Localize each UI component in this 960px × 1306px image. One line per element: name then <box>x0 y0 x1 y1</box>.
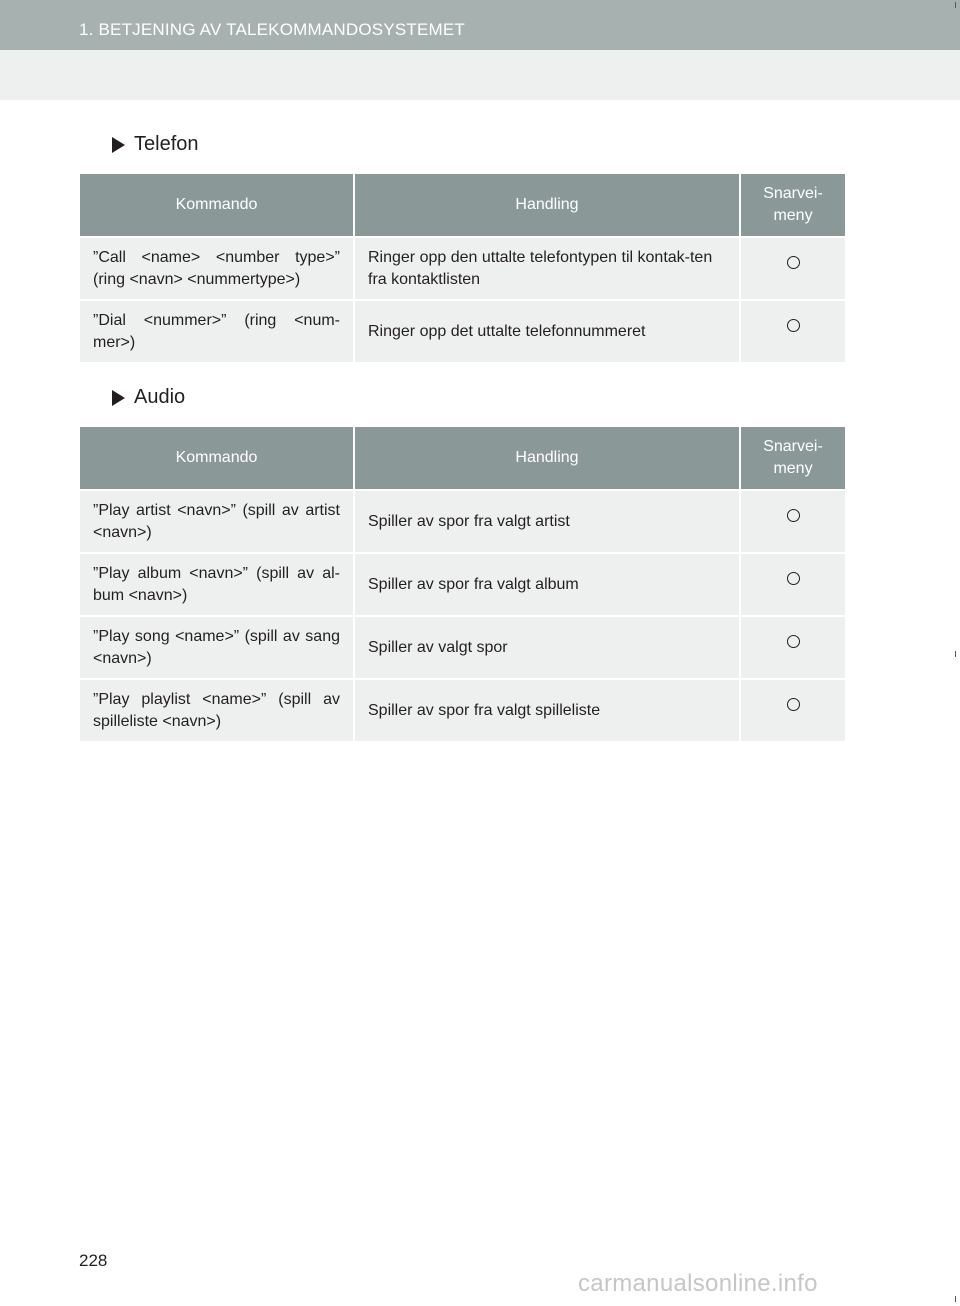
command-cell: ”Dial <nummer>” (ring <num-mer>) <box>80 300 354 362</box>
column-header-action: Handling <box>354 427 740 490</box>
column-header-shortcut: Snarvei- meny <box>740 427 845 490</box>
circle-icon <box>787 698 800 711</box>
table-row <box>80 679 845 741</box>
audio-command-table <box>80 427 845 741</box>
crop-mark <box>955 2 956 8</box>
table-row <box>80 490 845 553</box>
action-cell: Spiller av valgt spor <box>354 616 740 679</box>
arrow-right-icon <box>112 390 125 406</box>
section-heading-audio <box>112 386 185 409</box>
column-header-command: Kommando <box>80 174 354 237</box>
action-cell: Spiller av spor fra valgt album <box>354 553 740 616</box>
section-heading-telefon <box>112 133 199 156</box>
circle-icon <box>787 509 800 522</box>
circle-icon <box>787 256 800 269</box>
action-cell: Ringer opp den uttalte telefontypen til kontak-ten fra kontaktlisten <box>354 237 740 300</box>
crop-mark <box>955 651 956 657</box>
table-row <box>80 553 845 616</box>
command-cell: ”Play song <name>” (spill av sang <navn>) <box>80 616 354 679</box>
circle-icon <box>787 572 800 585</box>
table-row <box>80 616 845 679</box>
telefon-command-table <box>80 174 845 362</box>
shortcut-cell <box>740 616 845 679</box>
action-cell: Spiller av spor fra valgt artist <box>354 490 740 553</box>
page-number: 228 <box>79 1251 108 1270</box>
header-bar <box>0 0 960 50</box>
table-header-row <box>80 174 845 237</box>
circle-icon <box>787 319 800 332</box>
column-header-action: Handling <box>354 174 740 237</box>
table-header-row <box>80 427 845 490</box>
arrow-right-icon <box>112 137 125 153</box>
action-cell: Spiller av spor fra valgt spilleliste <box>354 679 740 741</box>
section-heading-label: Telefon <box>134 133 199 155</box>
crop-mark <box>955 1296 956 1302</box>
header-band <box>0 50 960 100</box>
command-cell: ”Play album <navn>” (spill av al-bum <navn>) <box>80 553 354 616</box>
circle-icon <box>787 635 800 648</box>
table-row <box>80 300 845 362</box>
command-cell: ”Play artist <navn>” (spill av artist <navn>) <box>80 490 354 553</box>
command-cell: ”Play playlist <name>” (spill av spilleliste <navn>) <box>80 679 354 741</box>
watermark: carmanualsonline.info <box>578 1270 818 1297</box>
command-cell: ”Call <name> <number type>” (ring <navn> <nummertype>) <box>80 237 354 300</box>
column-header-command: Kommando <box>80 427 354 490</box>
action-cell: Ringer opp det uttalte telefonnummeret <box>354 300 740 362</box>
shortcut-cell <box>740 490 845 553</box>
table-row <box>80 237 845 300</box>
page-title: 1. BETJENING AV TALEKOMMANDOSYSTEMET <box>79 20 465 39</box>
section-heading-label: Audio <box>134 386 186 408</box>
column-header-shortcut: Snarvei- meny <box>740 174 845 237</box>
shortcut-cell <box>740 237 845 300</box>
shortcut-cell <box>740 300 845 362</box>
shortcut-cell <box>740 553 845 616</box>
shortcut-cell <box>740 679 845 741</box>
